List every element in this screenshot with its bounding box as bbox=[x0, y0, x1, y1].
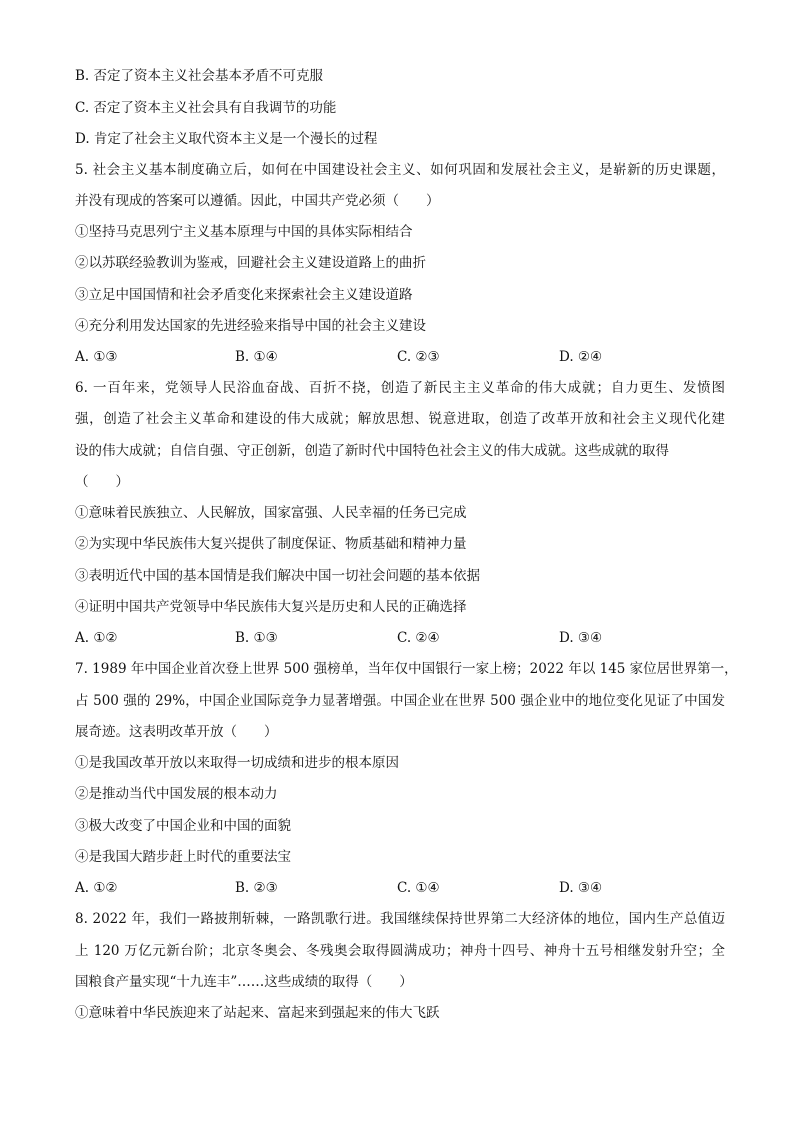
q5-option-a: A. ①③ bbox=[75, 349, 118, 365]
q7-statement-4: ④是我国大踏步赶上时代的重要法宝 bbox=[75, 849, 291, 865]
q8-stem-line-1: 8. 2022 年，我们一路披荆斩棘，一路凯歌行进。我国继续保持世界第二大经济体的地位，国内生产总值迈 bbox=[75, 911, 725, 927]
q4-option-b: B. 否定了资本主义社会基本矛盾不可克服 bbox=[75, 68, 324, 84]
q7-stem-line-1: 7. 1989 年中国企业首次登上世界 500 强榜单，当年仅中国银行一家上榜；2022 年以 145 家位居世界第一， bbox=[75, 661, 738, 677]
q8-stem-line-3: 国粮食产量实现“十九连丰”……这些成绩的取得（ ） bbox=[75, 974, 413, 990]
q7-options bbox=[75, 878, 725, 898]
q4-option-c: C. 否定了资本主义社会具有自我调节的功能 bbox=[75, 100, 337, 116]
q5-statement-3: ③立足中国国情和社会矛盾变化来探索社会主义建设道路 bbox=[75, 287, 413, 303]
q6-statement-4: ④证明中国共产党领导中华民族伟大复兴是历史和人民的正确选择 bbox=[75, 599, 467, 615]
q5-options bbox=[75, 347, 725, 367]
q5-statement-2: ②以苏联经验教训为鉴戒，回避社会主义建设道路上的曲折 bbox=[75, 255, 426, 271]
q5-stem-line-2: 并没有现成的答案可以遵循。因此，中国共产党必须（ ） bbox=[75, 193, 440, 209]
q5-stem-line-1: 5. 社会主义基本制度确立后，如何在中国建设社会主义、如何巩固和发展社会主义，是崭新的历史课题， bbox=[75, 162, 725, 178]
q5-option-d: D. ②④ bbox=[559, 349, 603, 365]
q6-options bbox=[75, 628, 725, 648]
q5-option-c: C. ②③ bbox=[397, 349, 440, 365]
q6-option-c: C. ②④ bbox=[397, 630, 440, 646]
q6-statement-3: ③表明近代中国的基本国情是我们解决中国一切社会问题的基本依据 bbox=[75, 568, 480, 584]
q6-option-a: A. ①② bbox=[75, 630, 118, 646]
q7-option-c: C. ①④ bbox=[397, 880, 440, 896]
q6-stem-line-4: （ ） bbox=[75, 474, 129, 490]
q7-option-b: B. ②③ bbox=[235, 880, 278, 896]
q7-statement-1: ①是我国改革开放以来取得一切成绩和进步的根本原因 bbox=[75, 755, 399, 771]
q7-statement-2: ②是推动当代中国发展的根本动力 bbox=[75, 786, 278, 802]
q5-option-b: B. ①④ bbox=[235, 349, 278, 365]
q8-statement-1: ①意味着中华民族迎来了站起来、富起来到强起来的伟大飞跃 bbox=[75, 1005, 440, 1021]
q6-stem-line-2: 强，创造了社会主义革命和建设的伟大成就；解放思想、锐意进取，创造了改革开放和社会主义现代化建 bbox=[75, 411, 725, 427]
q6-option-d: D. ③④ bbox=[559, 630, 603, 646]
q8-stem-line-2: 上 120 万亿元新台阶；北京冬奥会、冬残奥会取得圆满成功；神舟十四号、神舟十五号相继发射升空；全 bbox=[75, 943, 725, 959]
q6-option-b: B. ①③ bbox=[235, 630, 278, 646]
q4-option-d: D. 肯定了社会主义取代资本主义是一个漫长的过程 bbox=[75, 131, 378, 147]
q7-option-a: A. ①② bbox=[75, 880, 118, 896]
q6-stem-line-1: 6. 一百年来，党领导人民浴血奋战、百折不挠，创造了新民主主义革命的伟大成就；自力更生、发愤图 bbox=[75, 380, 725, 396]
q7-option-d: D. ③④ bbox=[559, 880, 603, 896]
q5-statement-1: ①坚持马克思列宁主义基本原理与中国的具体实际相结合 bbox=[75, 224, 413, 240]
q6-statement-2: ②为实现中华民族伟大复兴提供了制度保证、物质基础和精神力量 bbox=[75, 536, 467, 552]
q6-statement-1: ①意味着民族独立、人民解放，国家富强、人民幸福的任务已完成 bbox=[75, 505, 467, 521]
q7-stem-line-2: 占 500 强的 29%，中国企业国际竞争力显著增强。中国企业在世界 500 强企业中的地位变化见证了中国发 bbox=[75, 693, 725, 709]
q7-stem-line-3: 展奇迹。这表明改革开放（ ） bbox=[75, 724, 278, 740]
q5-statement-4: ④充分利用发达国家的先进经验来指导中国的社会主义建设 bbox=[75, 318, 426, 334]
q6-stem-line-3: 设的伟大成就；自信自强、守正创新，创造了新时代中国特色社会主义的伟大成就。这些成就的取得 bbox=[75, 443, 669, 459]
q7-statement-3: ③极大改变了中国企业和中国的面貌 bbox=[75, 818, 291, 834]
